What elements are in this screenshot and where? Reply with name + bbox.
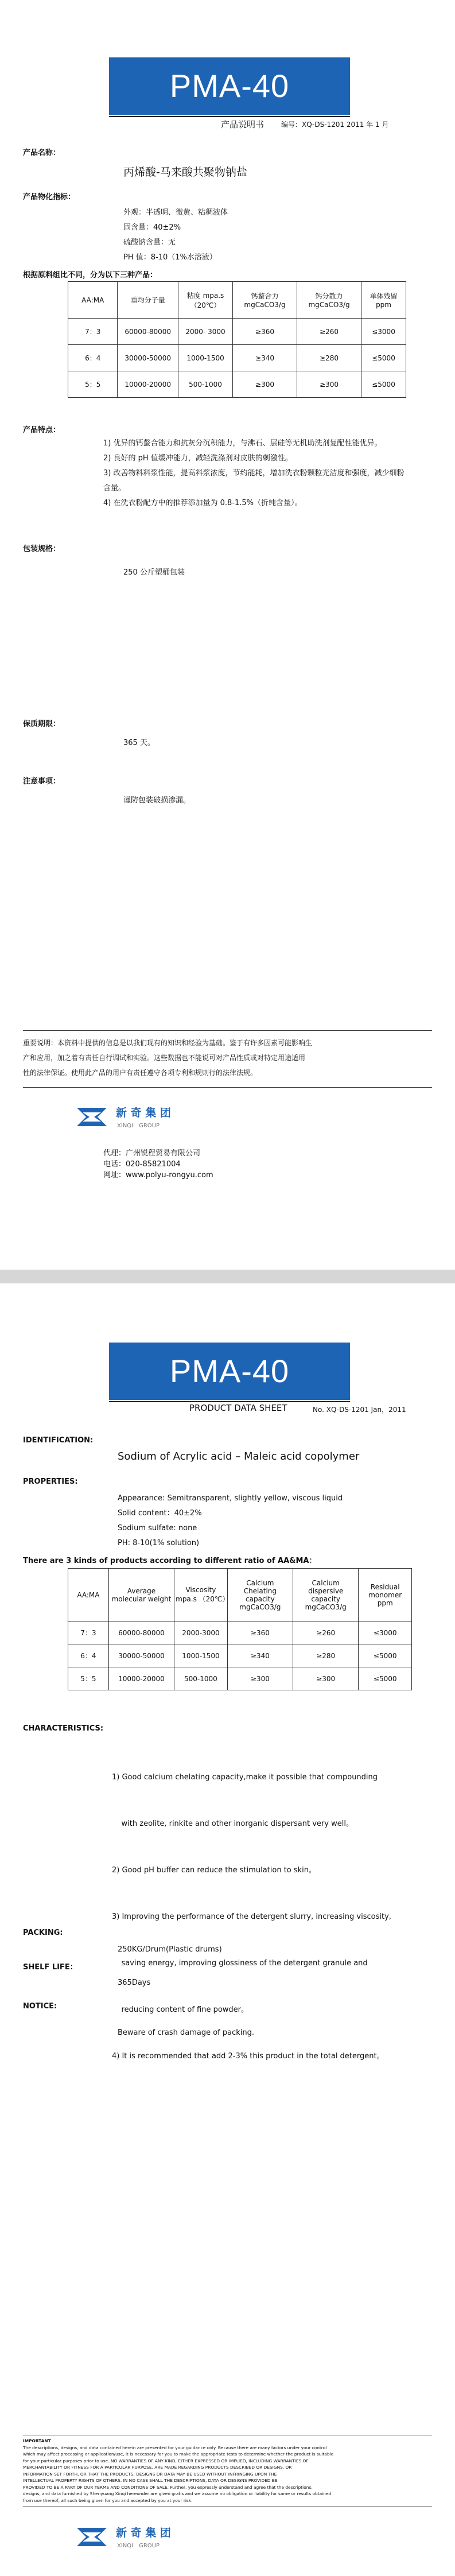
table-cell: ≥300 [227,1667,293,1690]
prop-item: Appearance: Semitransparent, slightly yellow, viscous liquid [118,1494,343,1503]
notes-label: 注意事项： [23,777,61,786]
table-cell: 7：3 [68,319,118,345]
table-cell: ≤3000 [359,1621,412,1644]
props-label: PROPERTIES: [23,1477,78,1486]
table-cell: 6：4 [68,1644,109,1667]
feature-item: 4) 在洗衣粉配方中的推荐添加量为 0.8-1.5%（折纯含量）。 [103,499,302,507]
product-name: 丙烯酸-马来酸共聚物钠盐 [123,166,247,179]
table-cell: ≥360 [227,1621,293,1644]
props-list [123,205,228,265]
notes-text: 谨防包装破损渗漏。 [123,796,191,805]
table-cell: ≤5000 [359,1667,412,1690]
table-cell: ≤5000 [361,371,406,398]
logo-text-en: XINQI GROUP [117,1123,160,1129]
feature-item: 1) Good calcium chelating capacity,make it possible that compounding [112,1773,378,1782]
table-cell: 60000-80000 [118,319,178,345]
packing-text: 250 公斤塑桶包装 [123,568,185,577]
product-name-label: 产品名称： [23,149,61,157]
important-notice [23,1030,432,1088]
table-cell: ≥280 [297,345,361,371]
product-title: PMA-40 [109,1343,350,1400]
prop-item: 外观：半透明、微黄、粘稠液体 [123,208,228,217]
disclaimer-line: MERCHANTABILITY OR FITNESS FOR A PARTICULAR PURPOSE, ARE MADE REGARDING PRODUCTS DESCRIBED OR DESIGNS, OR [23,2465,292,2470]
table-header: 粘度 mpa.s （20℃） [178,282,233,319]
contact-phone: 电话：020-85821004 [103,1160,181,1169]
table-header-row [68,282,406,319]
table-cell: 10000-20000 [108,1667,174,1690]
feature-item: 4) It is recommended that add 2-3% this product in the total detergent。 [112,2052,384,2061]
disclaimer-line: designs, and data furnished by Shenyuang Xinqi hereunder are given gratis and we assume no obligation or liability for same or results obtained [23,2491,332,2496]
table-header: Calcium dispersive capacity mgCaCO3/g [293,1569,359,1621]
props-list [118,1491,343,1551]
feature-item: 2) Good pH buffer can reduce the stimulation to skin。 [112,1866,317,1875]
disclaimer-heading: IMPORTANT [23,2438,51,2443]
identification-label: IDENTIFICATION: [23,1436,94,1445]
logo-text-en: XINQI GROUP [117,2543,160,2549]
table-header: Calcium Chelating capacity mgCaCO3/g [227,1569,293,1621]
table-row [68,371,406,398]
table-header: Viscosity mpa.s （20℃） [174,1569,228,1621]
logo-text-cn: 新 奇 集 团 [116,1107,171,1119]
prop-item: 固含量：40±2% [123,223,181,232]
feature-item: 2) 良好的 pH 值缓冲能力，减轻洗涤剂对皮肤的刺激性。 [103,454,293,463]
grades-label: There are 3 kinds of products according to different ratio of AA&MA： [23,1557,317,1565]
logo-mark-icon [75,1102,109,1132]
table-cell: ≥340 [233,345,297,371]
important-disclaimer [23,2435,432,2507]
feature-item: 3) 改善物料料浆性能，提高料浆浓度，节约能耗，增加洗衣粉颗粒光洁度和强度，减少细粉含量。 [103,469,405,492]
notice-line: 重要说明：本资料中提供的信息是以我们现有的知识和经验为基础。鉴于有许多因素可能影响生 [23,1039,313,1047]
grades-label: 根据原料组比不同，分为以下三种产品： [23,271,158,280]
table-header-row [68,1569,412,1621]
logo-text-cn: 新 奇 集 团 [116,2527,171,2539]
table-cell: 7：3 [68,1621,109,1644]
table-header: 钙螯合力 mgCaCO3/g [233,282,297,319]
table-row [68,1621,412,1644]
table-cell: 500-1000 [174,1667,228,1690]
company-logo [75,1101,201,1133]
table-header: AA:MA [68,1569,109,1621]
feature-item: 3) Improving the performance of the detergent slurry, increasing viscosity, [112,1912,391,1921]
table-cell: ≥280 [293,1644,359,1667]
doc-label: PRODUCT DATA SHEET [189,1403,287,1413]
disclaimer-line: INFORMATION SET FORTH, OR THAT THE PRODUCTS, DESIGNS OR DATA MAY BE USED WITHOUT INFRINGING UPON THE [23,2471,277,2477]
table-cell: ≥300 [233,371,297,398]
title-underline [109,1401,350,1402]
features-list [112,1739,422,2095]
contact-website: 网址：www.polyu-rongyu.com [103,1171,213,1180]
shelf-text: 365Days [118,1978,151,1987]
doc-code: No. XQ-DS-1201 Jan，2011 [313,1406,406,1414]
packing-label: PACKING: [23,1929,63,1937]
table-cell: ≥340 [227,1644,293,1667]
table-header: 单体残留 ppm [361,282,406,319]
feature-item: saving energy, improving glossiness of the detergent granule and [112,1959,368,1968]
notice-text: Beware of crash damage of packing. [118,2028,254,2037]
spec-table [68,1568,412,1690]
doc-label: 产品说明书 [221,119,265,130]
table-cell: 30000-50000 [118,345,178,371]
table-cell: 2000- 3000 [178,319,233,345]
table-cell: ≥260 [293,1621,359,1644]
title-underline [109,116,350,117]
table-cell: ≤5000 [359,1644,412,1667]
table-cell: 30000-50000 [108,1644,174,1667]
table-cell: 10000-20000 [118,371,178,398]
table-row [68,345,406,371]
features-list [103,436,405,511]
table-row [68,1644,412,1667]
product-title: PMA-40 [109,57,350,115]
disclaimer-line: from use thereof, all such being given for you and accepted by you at your risk. [23,2497,193,2503]
shelf-label: SHELF LIFE： [23,1963,77,1972]
prop-item: 硫酸钠含量：无 [123,238,176,247]
prop-item: Sodium sulfate: none [118,1524,197,1533]
feature-item: reducing content of fine powder。 [112,2005,249,2014]
table-cell: 5：5 [68,371,118,398]
table-header: 重均分子量 [118,282,178,319]
table-cell: 5：5 [68,1667,109,1690]
table-header: Average molecular weight [108,1569,174,1621]
prop-item: PH 值：8-10（1%水溶液） [123,253,217,262]
table-cell: ≥360 [233,319,297,345]
table-cell: 1000-1500 [174,1644,228,1667]
table-cell: ≤5000 [361,345,406,371]
features-label: 产品特点： [23,426,61,434]
disclaimer-line: which may affect processing or application/use, it is necessary for you to make the appropriate tests to determine whether the product is suitable [23,2451,334,2457]
english-data-sheet [0,1288,455,2576]
logo-mark-icon [75,2522,109,2552]
notice-label: NOTICE: [23,2002,57,2011]
table-cell: ≤3000 [361,319,406,345]
table-cell: 60000-80000 [108,1621,174,1644]
company-logo [75,2521,201,2553]
props-label: 产品物化指标： [23,193,76,201]
table-header: Residual monomer ppm [359,1569,412,1621]
disclaimer-line: The descriptions, designs, and data contained herein are presented for your guidance only. Because there are many factors under your control [23,2445,327,2450]
table-cell: 500-1000 [178,371,233,398]
features-label: CHARACTERISTICS: [23,1724,104,1733]
doc-code: 编号：XQ-DS-1201 2011 年 1 月 [281,121,389,129]
table-header: AA:MA [68,282,118,319]
shelf-label: 保质期限： [23,720,61,728]
table-cell: 1000-1500 [178,345,233,371]
feature-item: 1) 优异的钙螯合能力和抗灰分沉积能力，与沸石、层硅等无机助洗剂复配性能优异。 [103,439,382,448]
table-row [68,319,406,345]
notice-line: 产和应用，加之着有责任自行调试和实验。这些数据也不能说可对产品性质或对特定用途适用 [23,1054,306,1062]
table-cell: ≥300 [293,1667,359,1690]
product-name: Sodium of Acrylic acid – Maleic acid copolymer [118,1450,360,1462]
disclaimer-line: PROVIDED TO BE A PART OF OUR TERMS AND CONDITIONS OF SALE. Further, you expressly understand and agree that the descriptions, [23,2484,313,2490]
page-separator [0,1270,455,1283]
packing-label: 包装规格： [23,545,61,553]
spec-table [68,281,406,398]
table-cell: ≥260 [297,319,361,345]
prop-item: Solid content：40±2% [118,1509,202,1518]
table-cell: 2000-3000 [174,1621,228,1644]
notice-line: 性的法律保证。使用此产品的用户有责任遵守各项专利和规则行的法律法规。 [23,1069,258,1077]
shelf-text: 365 天。 [123,739,155,747]
disclaimer-line: INTELLECTUAL PROPERTY RIGHTS OF OTHERS. IN NO CASE SHALL THE DESCRIPTIONS, DATA OR DESIGNS PROVIDED BE [23,2478,278,2483]
table-cell: ≥300 [297,371,361,398]
packing-text: 250KG/Drum(Plastic drums) [118,1945,222,1954]
contact-agent: 代理：广州锐程贸易有限公司 [103,1149,201,1158]
table-cell: 6：4 [68,345,118,371]
contact-info [103,1148,213,1181]
prop-item: PH: 8-10(1% solution) [118,1539,200,1547]
feature-item: with zeolite, rinkite and other inorganic dispersant very well。 [112,1820,353,1828]
table-row [68,1667,412,1690]
table-header: 钙分散力 mgCaCO3/g [297,282,361,319]
disclaimer-line: for your particular purposes prior to use. NO WARRANTIES OF ANY KIND, EITHER EXPRESSED OR IMPLIED, INCLUDING WARRANTIES OF [23,2458,309,2464]
